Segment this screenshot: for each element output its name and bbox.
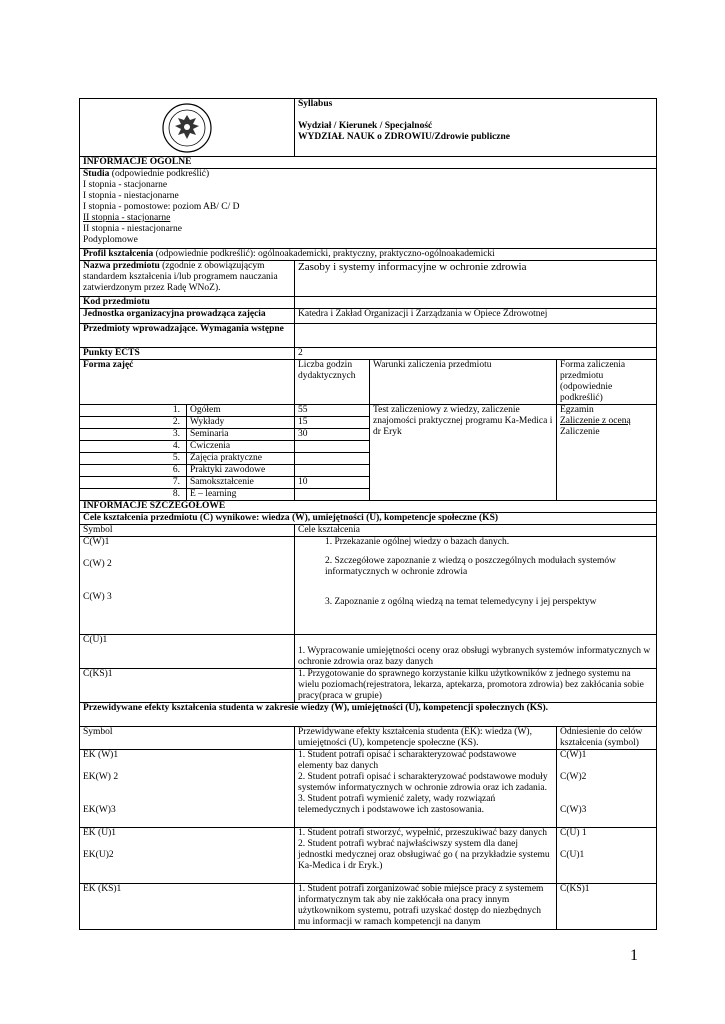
form-name: Wykłady	[187, 417, 295, 429]
form-num: 2.	[80, 417, 187, 429]
effect-symbol: EK(U)2	[83, 850, 114, 860]
forma-zal-header: Forma zaliczenia przedmiotu (odpowiednie podkreślić)	[557, 360, 657, 405]
effect-text: 1. Student potrafi stworzyć, wypełnić, przeszukiwać bazy danych	[298, 828, 548, 838]
profil-hint: (odpowiednie podkreślić	[153, 249, 250, 259]
effects-symbol-header: Symbol	[80, 727, 295, 750]
general-section-title: INFORMACJE OGÓLNE	[80, 157, 657, 169]
goal-symbol: C(W) 3	[83, 592, 112, 602]
goal-text: 1. Przekazanie ogólnej wiedzy o bazach danych.	[325, 537, 510, 547]
goals-symbol-header: Symbol	[80, 525, 295, 537]
form-name: E – learning	[187, 489, 295, 501]
effect-ref: C(W)2	[560, 772, 587, 782]
form-num: 7.	[80, 477, 187, 489]
goals-w-text	[295, 537, 657, 635]
effects-title: Przewidywane efekty kształcenia studenta w zakresie wiedzy (W), umiejętności (U), kompetencji społecznych (KS).	[80, 703, 657, 727]
form-num: 4.	[80, 441, 187, 453]
studia-option: I stopnia - stacjonarne	[83, 180, 168, 190]
effect-symbol: EK (U)1	[83, 828, 116, 838]
university-seal-icon	[161, 102, 213, 154]
effect-text: 2. Student potrafi wybrać najwłaściwszy system dla danej jednostki medycznej oraz obsługiwać go ( na przykładzie systemu Ka-Medica i dr Eryk.)	[298, 839, 550, 871]
goal-text: 3. Zapoznanie z ogólną wiedzą na temat telemedycyny i jej perspektyw	[325, 597, 597, 607]
goals-w-symbols	[80, 537, 295, 635]
goal-u-symbol: C(U)1	[80, 635, 295, 669]
studia-cell	[80, 169, 657, 249]
jednostka-label: Jednostka organizacyjna prowadząca zajęcia	[80, 309, 295, 324]
effect-text: 3. Student potrafi wymienić zalety, wady rozwiązań telemedycznych i podstawowe ich zastosowania.	[298, 794, 496, 815]
form-num: 6.	[80, 465, 187, 477]
document-title: Syllabus	[298, 99, 333, 109]
goal-ks-text: 1. Przygotowanie do sprawnego korzystanie kilku użytkowników z jednego systemu na wielu poziomach(rejestratora, lekarza, aptekarza, promotora zdrowia) bez zakłócania sobie pracy(praca w grupie)	[295, 669, 657, 703]
effects-w-refs	[557, 750, 657, 828]
goals-title: Cele kształcenia przedmiotu (C) wynikowe: wiedza (W), umiejętności (U), kompetencje społeczne (KS)	[80, 513, 657, 525]
effects-ref-header: Odniesienie do celów kształcenia (symbol)	[557, 727, 657, 750]
syllabus-table	[79, 98, 657, 930]
effects-u-text	[295, 828, 557, 884]
studia-option: I stopnia - niestacjonarne	[83, 191, 179, 201]
forma-zal-selected: Zaliczenie z oceną	[560, 416, 631, 426]
goal-symbol: C(W) 2	[83, 559, 112, 569]
effect-ref: C(U)1	[560, 850, 585, 860]
effect-text: 2. Student potrafi opisać i scharakteryzować podstawowe moduły systemów informatycznych w ochronie zdrowia oraz ich zadania.	[298, 772, 548, 793]
effects-w-text	[295, 750, 557, 828]
kod-label: Kod przedmiotu	[80, 297, 295, 309]
ects-value: 2	[295, 348, 657, 360]
form-hours	[295, 453, 370, 465]
form-hours	[295, 465, 370, 477]
form-num: 3.	[80, 429, 187, 441]
nazwa-label-cell	[80, 261, 295, 297]
effect-ks-symbol: EK (KS)1	[80, 884, 295, 930]
effects-u-symbols	[80, 828, 295, 884]
seal-cell	[80, 99, 295, 157]
studia-option: II stopnia - niestacjonarne	[83, 224, 182, 234]
forma-header: Forma zajęć	[80, 360, 295, 405]
form-name: Ćwiczenia	[187, 441, 295, 453]
forma-zal-zaliczenie: Zaliczenie	[560, 427, 600, 437]
effects-u-refs	[557, 828, 657, 884]
studia-hint: (odpowiednie podkreślić)	[109, 169, 210, 179]
department-label: Wydział / Kierunek / Specjalność	[298, 121, 433, 131]
hours-header: Liczba godzin dydaktycznych	[295, 360, 370, 405]
effect-ks-ref: C(KS)1	[557, 884, 657, 930]
effect-ref: C(W)1	[560, 750, 587, 760]
form-num: 1.	[80, 405, 187, 417]
kod-value	[295, 297, 657, 309]
forma-zal-egzamin: Egzamin	[560, 405, 594, 415]
forma-zal-value	[557, 405, 657, 501]
nazwa-value: Zasoby i systemy informacyjne w ochronie zdrowia	[295, 261, 657, 297]
goals-header: Cele kształcenia	[295, 525, 657, 537]
goal-ks-symbol: C(KS)1	[80, 669, 295, 703]
ects-label: Punkty ECTS	[80, 348, 295, 360]
goal-symbol: C(W)1	[83, 537, 110, 547]
form-hours	[295, 441, 370, 453]
nazwa-label: Nazwa przedmiotu	[83, 261, 160, 271]
form-name: Praktyki zawodowe	[187, 465, 295, 477]
form-name: Zajęcia praktyczne	[187, 453, 295, 465]
form-name: Seminaria	[187, 429, 295, 441]
effect-text: 1. Student potrafi opisać i scharakteryzować podstawowe elementy baz danych	[298, 750, 517, 771]
studia-option-selected: II stopnia - stacjonarne	[83, 213, 171, 223]
goal-u-text: 1. Wypracowanie umiejętności oceny oraz obsługi wybranych systemów informatycznych w ochronie zdrowia oraz bazy danych	[295, 635, 657, 669]
jednostka-value: Katedra i Zakład Organizacji i Zarządzania w Opiece Zdrowotnej	[295, 309, 657, 324]
effect-ks-text: 1. Student potrafi zorganizować sobie miejsce pracy z systemem informatycznym tak aby nie zakłócała ona pracy innym użytkownikom systemu, potrafi uzyskać dostęp do niezbędnych mu informacji w ramach kompetencji na danym	[295, 884, 557, 930]
studia-option: I stopnia - pomostowe: poziom AB/ C/ D	[83, 202, 240, 212]
effect-ref: C(W)3	[560, 805, 587, 815]
profil-cell	[80, 249, 657, 261]
department-value: WYDZIAŁ NAUK o ZDROWIU/Zdrowie publiczne	[298, 132, 511, 142]
effect-symbol: EK(W) 2	[83, 772, 119, 782]
effects-header: Przewidywane efekty kształcenia studenta (EK): wiedza (W), umiejętności (U), kompetencje społeczne (KS).	[295, 727, 557, 750]
goal-text: 2. Szczegółowe zapoznanie z wiedzą o poszczególnych modułach systemów informatycznych w ochronie zdrowia	[325, 556, 616, 577]
form-num: 8.	[80, 489, 187, 501]
form-hours: 55	[295, 405, 370, 417]
form-hours	[295, 489, 370, 501]
profil-label: Profil kształcenia	[83, 249, 154, 259]
effect-ref: C(U) 1	[560, 828, 587, 838]
studia-label: Studia	[83, 169, 110, 179]
nazwa-hint: (zgodnie z obowiązującym standardem kształcenia i/lub programem nauczania zatwierdzonym przez Radę WNoZ).	[83, 261, 278, 293]
form-hours: 30	[295, 429, 370, 441]
page-number: 1	[630, 947, 638, 964]
effect-symbol: EK(W)3	[83, 805, 116, 815]
header-cell	[295, 99, 657, 157]
studia-option: Podyplomowe	[83, 235, 138, 245]
effect-symbol: EK (W)1	[83, 750, 119, 760]
form-name: Ogółem	[187, 405, 295, 417]
effects-w-symbols	[80, 750, 295, 828]
warunki-value: Test zaliczeniowy z wiedzy, zaliczenie znajomości praktycznej programu Ka-Medica i dr Eryk	[370, 405, 557, 501]
profil-value: ): ogólnoakademicki, praktyczny, praktyczno-ogólnoakademicki	[249, 249, 495, 259]
form-hours: 10	[295, 477, 370, 489]
form-hours: 15	[295, 417, 370, 429]
form-name: Samokształcenie	[187, 477, 295, 489]
warunki-header: Warunki zaliczenia przedmiotu	[370, 360, 557, 405]
detail-section-title: INFORMACJE SZCZEGÓŁOWE	[80, 501, 657, 513]
wymagania-value	[295, 324, 657, 348]
form-num: 5.	[80, 453, 187, 465]
wymagania-label: Przedmioty wprowadzające. Wymagania wstępne	[80, 324, 295, 348]
